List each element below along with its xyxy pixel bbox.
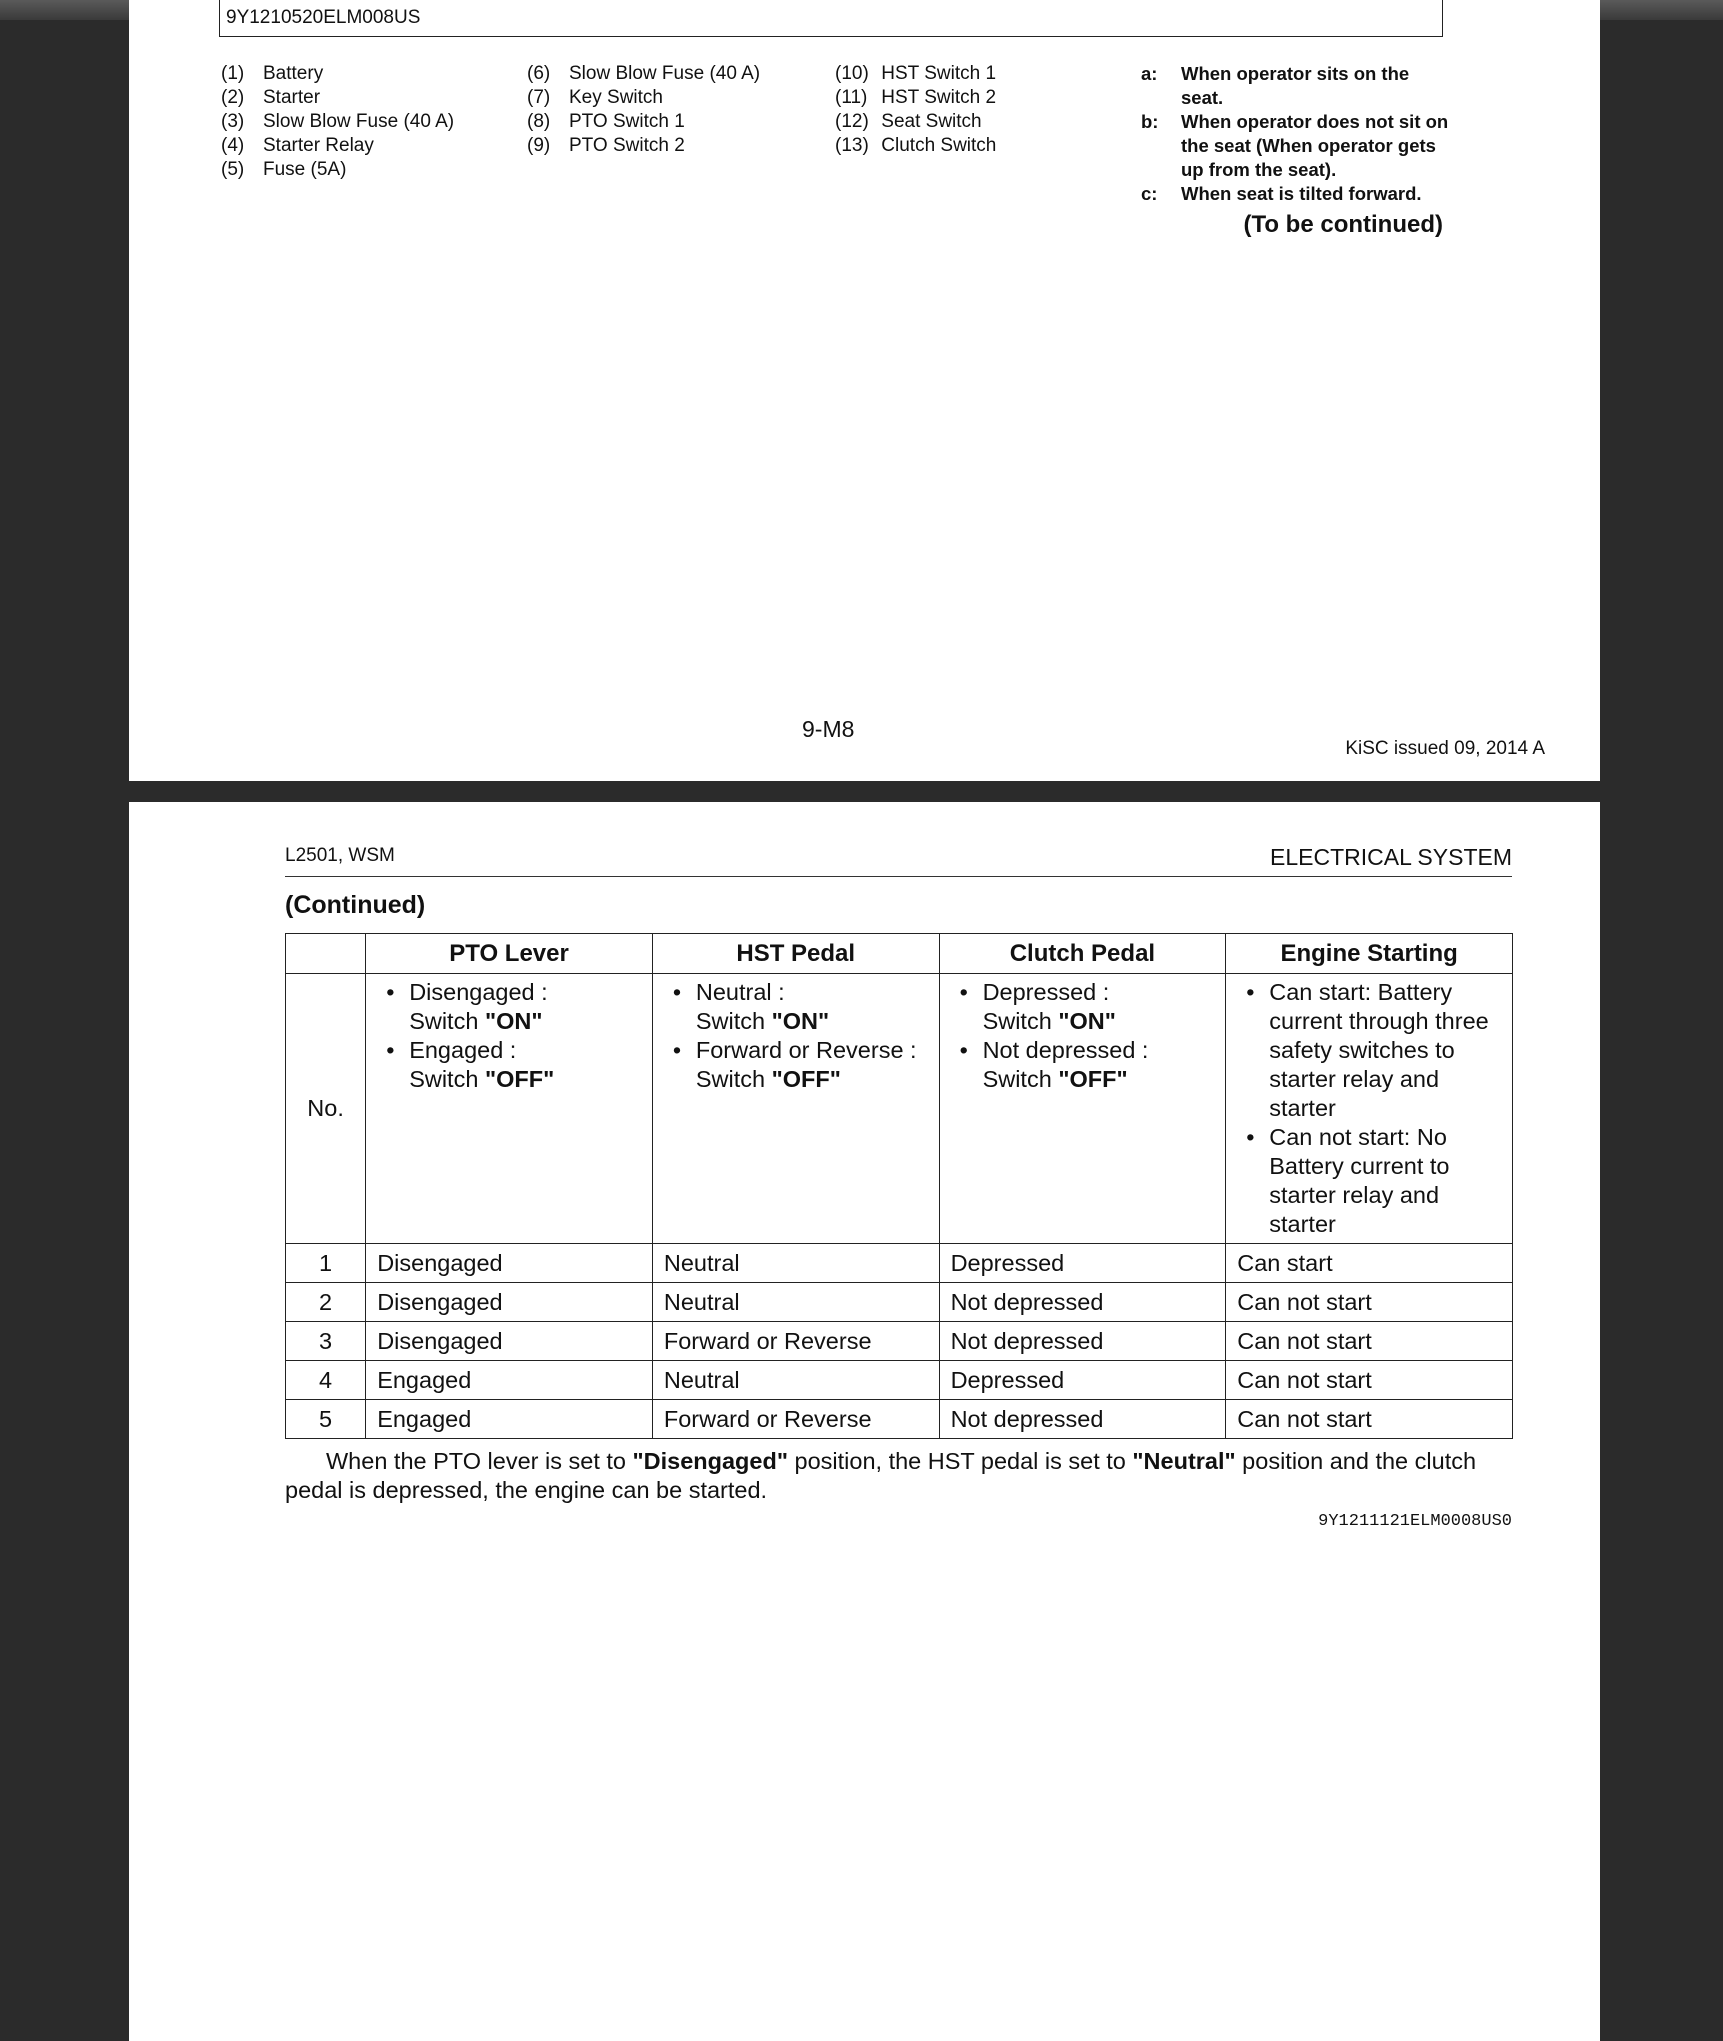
legend-item: (7) Key Switch <box>527 87 663 108</box>
no-label: No. <box>286 974 366 1244</box>
list-item: • Forward or Reverse : Switch "OFF" <box>673 1036 933 1094</box>
legend-item: (3) Slow Blow Fuse (40 A) <box>221 111 455 132</box>
table-row: 3 Disengaged Forward or Reverse Not depressed Can not start <box>286 1322 1513 1361</box>
legend-column-3 <box>835 62 996 158</box>
list-item: • Can not start: No Battery current to starter relay and starter <box>1246 1123 1506 1239</box>
table-row: 2 Disengaged Neutral Not depressed Can not start <box>286 1283 1513 1322</box>
header-engine-starting: Engine Starting <box>1226 934 1513 974</box>
figure-code: 9Y1210520ELM008US <box>226 7 421 28</box>
legend-item: (13) Clutch Switch <box>835 135 997 156</box>
header-rule <box>285 876 1512 877</box>
list-item: • Can start: Battery current through three safety switches to starter relay and starter <box>1246 978 1506 1123</box>
clutch-description <box>939 974 1226 1244</box>
to-be-continued: (To be continued) <box>1243 211 1443 238</box>
engine-description <box>1226 974 1513 1244</box>
list-item: • Depressed : Switch "ON" <box>960 978 1220 1036</box>
header-hst-pedal: HST Pedal <box>652 934 939 974</box>
page-number: 9-M8 <box>802 716 855 742</box>
header-clutch-pedal: Clutch Pedal <box>939 934 1226 974</box>
section-title-header: ELECTRICAL SYSTEM <box>1270 844 1512 870</box>
table-description-row <box>286 974 1513 1244</box>
legend-item: (10) HST Switch 1 <box>835 63 997 84</box>
legend-item: (9) PTO Switch 2 <box>527 135 685 156</box>
note-a: a: When operator sits on the seat. <box>1141 63 1410 108</box>
manual-model-header: L2501, WSM <box>285 845 395 866</box>
note-c: c: When seat is tilted forward. <box>1141 183 1422 204</box>
document-page-1 <box>129 0 1600 781</box>
hst-description <box>652 974 939 1244</box>
legend-item: (6) Slow Blow Fuse (40 A) <box>527 63 761 84</box>
table-row: 1 Disengaged Neutral Depressed Can start <box>286 1244 1513 1283</box>
legend-item: (5) Fuse (5A) <box>221 159 347 180</box>
table-row: 5 Engaged Forward or Reverse Not depressed Can not start <box>286 1400 1513 1439</box>
list-item: • Disengaged : Switch "ON" <box>386 978 646 1036</box>
legend-item: (2) Starter <box>221 87 321 108</box>
summary-paragraph: When the PTO lever is set to "Disengaged" position, the HST pedal is set to "Neutral" position and the clutch pedal is depressed, the engine can be started. <box>285 1448 1477 1503</box>
issue-stamp: KiSC issued 09, 2014 A <box>1345 738 1545 759</box>
legend-item: (4) Starter Relay <box>221 135 374 156</box>
figure-notes <box>1141 62 1451 206</box>
list-item: • Engaged : Switch "OFF" <box>386 1036 646 1094</box>
safety-switch-table <box>285 933 1513 1439</box>
legend-column-2 <box>527 62 760 158</box>
legend-column-1 <box>221 62 454 182</box>
list-item: • Not depressed : Switch "OFF" <box>960 1036 1220 1094</box>
note-b: b: When operator does not sit on the seat (When operator gets up from the seat). <box>1141 111 1449 180</box>
legend-item: (11) HST Switch 2 <box>835 87 997 108</box>
document-page-2 <box>129 802 1600 2041</box>
pto-description <box>366 974 653 1244</box>
legend-item: (8) PTO Switch 1 <box>527 111 685 132</box>
table-row: 4 Engaged Neutral Depressed Can not start <box>286 1361 1513 1400</box>
figure-code-box <box>219 0 1443 37</box>
continued-label: (Continued) <box>285 891 426 919</box>
legend-item: (1) Battery <box>221 63 324 84</box>
list-item: • Neutral : Switch "ON" <box>673 978 933 1036</box>
header-pto-lever: PTO Lever <box>366 934 653 974</box>
header-blank <box>286 934 366 974</box>
table-header-row <box>286 934 1513 974</box>
document-id: 9Y1211121ELM0008US0 <box>1318 1512 1512 1531</box>
legend-item: (12) Seat Switch <box>835 111 982 132</box>
